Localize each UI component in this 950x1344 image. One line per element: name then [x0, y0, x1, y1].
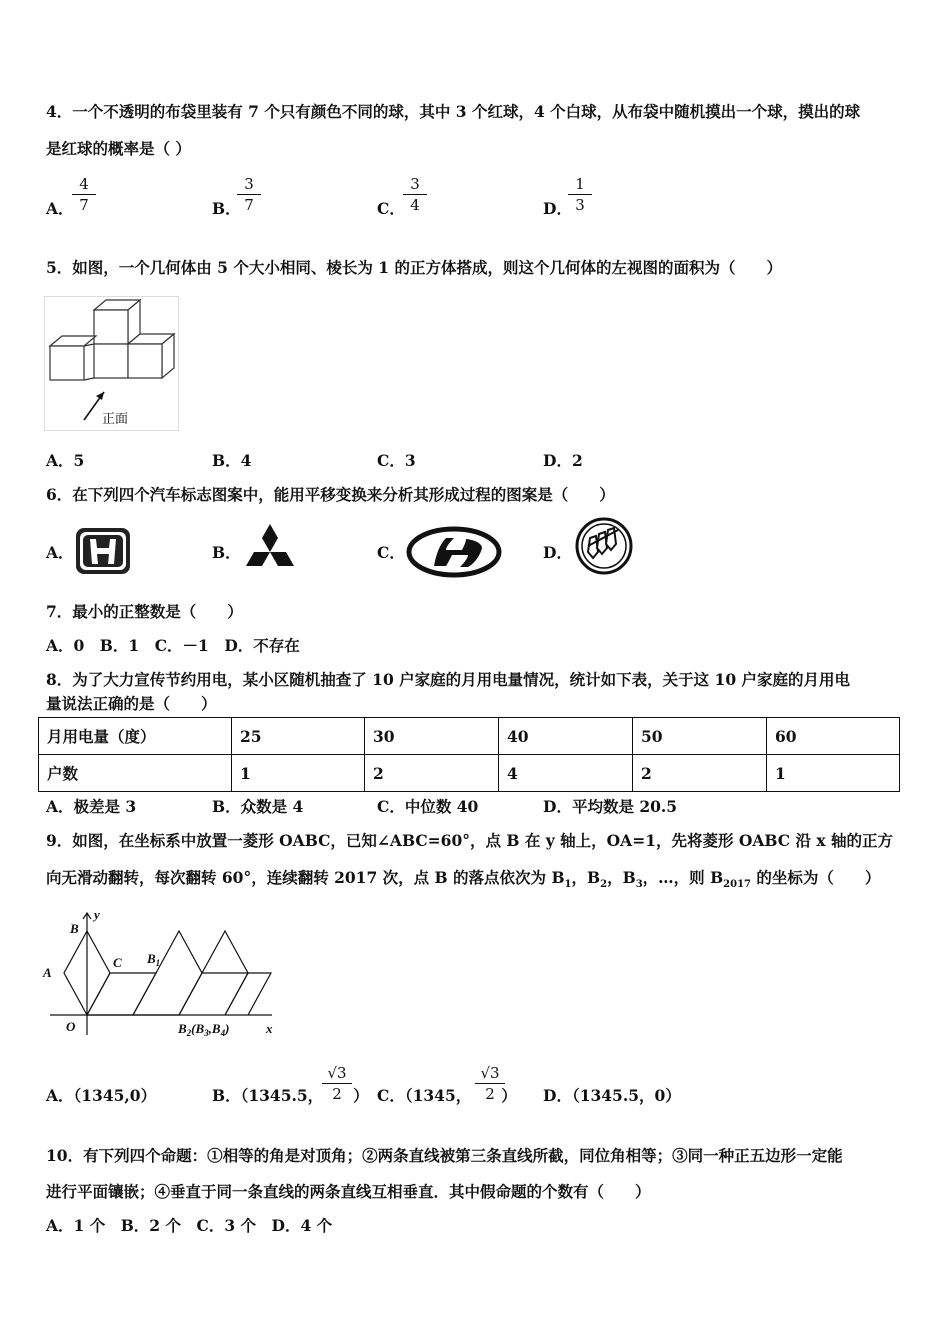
q5-option-b: B．4 — [212, 451, 252, 470]
q6-option-d-label: D． — [543, 543, 572, 562]
q9-rhombus-figure — [44, 905, 284, 1045]
table-cell: 1 — [232, 755, 365, 792]
label-c: C — [113, 955, 122, 970]
q6-stem: 6．在下列四个汽车标志图案中，能用平移变换来分析其形成过程的图案是（ ） — [46, 485, 615, 504]
q10-options: A．1 个 B．2 个 C．3 个 D．4 个 — [46, 1216, 333, 1235]
q4-option-c-label: C． — [377, 199, 405, 218]
q9-stem-line1: 9．如图，在坐标系中放置一菱形 OABC，已知∠ABC=60°，点 B 在 y 轴上，OA=1，先将菱形 OABC 沿 x 轴的正方 — [46, 831, 894, 850]
table-cell: 2 — [633, 755, 767, 792]
table-cell: 40 — [499, 718, 633, 755]
q5-stem: 5．如图，一个几何体由 5 个大小相同、棱长为 1 的正方体搭成，则这个几何体的左视图的面积为（ ） — [46, 258, 782, 277]
table-cell: 2 — [365, 755, 499, 792]
q9-option-c-fraction: $\frac{√3}{2}$ — [475, 1064, 505, 1103]
table-cell: 50 — [633, 718, 767, 755]
q8-data-table — [38, 717, 900, 792]
table-cell: 1 — [767, 755, 900, 792]
mitsubishi-logo-icon — [240, 522, 300, 578]
label-y: y — [94, 907, 100, 922]
q6-option-b-label: B． — [212, 543, 241, 562]
q8-stem-line1: 8．为了大力宣传节约用电，某小区随机抽查了 10 户家庭的月用电量情况，统计如下表，关于这 10 户家庭的月用电 — [46, 670, 851, 689]
q7-stem: 7．最小的正整数是（ ） — [46, 602, 243, 621]
q4-option-a-label: A． — [46, 199, 74, 218]
q8-option-d: D．平均数是 20.5 — [543, 797, 678, 816]
q9-option-d: D．（1345.5，0） — [543, 1086, 681, 1105]
buick-logo-icon — [574, 516, 634, 576]
q9-option-a: A．（1345,0） — [46, 1086, 157, 1105]
table-header-cell: 月用电量（度） — [39, 718, 232, 755]
q9-option-b: B．（1345.5， ） — [212, 1086, 369, 1105]
q8-stem-line2: 量说法正确的是（ ） — [46, 694, 217, 713]
label-x: x — [266, 1021, 273, 1036]
q8-option-b: B．众数是 4 — [212, 797, 304, 816]
q9-option-b-fraction: $\frac{√3}{2}$ — [322, 1064, 352, 1103]
label-b2-b3-b4: $B_2(B_3,B_4)$ — [178, 1021, 230, 1038]
q4-option-a-fraction: $\frac{4}{7}$ — [72, 175, 96, 214]
table-cell: 4 — [499, 755, 633, 792]
q5-option-d: D．2 — [543, 451, 583, 470]
label-a: A — [43, 965, 52, 980]
q8-option-a: A．极差是 3 — [46, 797, 137, 816]
q6-option-c-label: C． — [377, 543, 405, 562]
q4-option-b-label: B． — [212, 199, 241, 218]
table-row — [39, 755, 900, 792]
q6-option-a-label: A． — [46, 543, 74, 562]
table-cell: 30 — [365, 718, 499, 755]
honda-logo-icon — [74, 526, 132, 576]
label-b: B — [70, 921, 79, 936]
table-cell: 25 — [232, 718, 365, 755]
label-o: O — [66, 1019, 76, 1034]
q8-option-c: C．中位数 40 — [377, 797, 479, 816]
table-cell: 60 — [767, 718, 900, 755]
hyundai-logo-icon — [406, 526, 502, 578]
q4-stem-line1: 4．一个不透明的布袋里装有 7 个只有颜色不同的球，其中 3 个红球，4 个白球，从布袋中随机摸出一个球，摸出的球 — [46, 102, 861, 121]
table-header-cell: 户数 — [39, 755, 232, 792]
q5-option-c: C．3 — [377, 451, 416, 470]
q4-option-d-fraction: $\frac{1}{3}$ — [568, 175, 592, 214]
q4-option-d-label: D． — [543, 199, 572, 218]
q4-option-c-fraction: $\frac{3}{4}$ — [403, 175, 427, 214]
label-b1: $B_1$ — [147, 951, 161, 968]
q9-stem-line2: 向无滑动翻转，每次翻转 60°，连续翻转 2017 次，点 B 的落点依次为 $B_1$，$B_2$，$B_3$，…，则 $B_{2017}$ 的坐标为（ ） — [46, 868, 881, 891]
q4-stem-line2: 是红球的概率是（ ） — [46, 139, 191, 158]
q5-option-a: A．5 — [46, 451, 85, 470]
q7-options: A．0 B．1 C．－1 D．不存在 — [46, 636, 300, 655]
q5-front-label: 正面 — [102, 412, 129, 427]
q9-option-c: C．（1345， ） — [377, 1086, 517, 1105]
q10-stem-line1: 10．有下列四个命题：①相等的角是对顶角；②两条直线被第三条直线所截，同位角相等；③同一种正五边形一定能 — [46, 1146, 843, 1165]
q4-option-b-fraction: $\frac{3}{7}$ — [237, 175, 261, 214]
table-row — [39, 718, 900, 755]
q10-stem-line2: 进行平面镶嵌；④垂直于同一条直线的两条直线互相垂直．其中假命题的个数有（ ） — [46, 1182, 651, 1201]
